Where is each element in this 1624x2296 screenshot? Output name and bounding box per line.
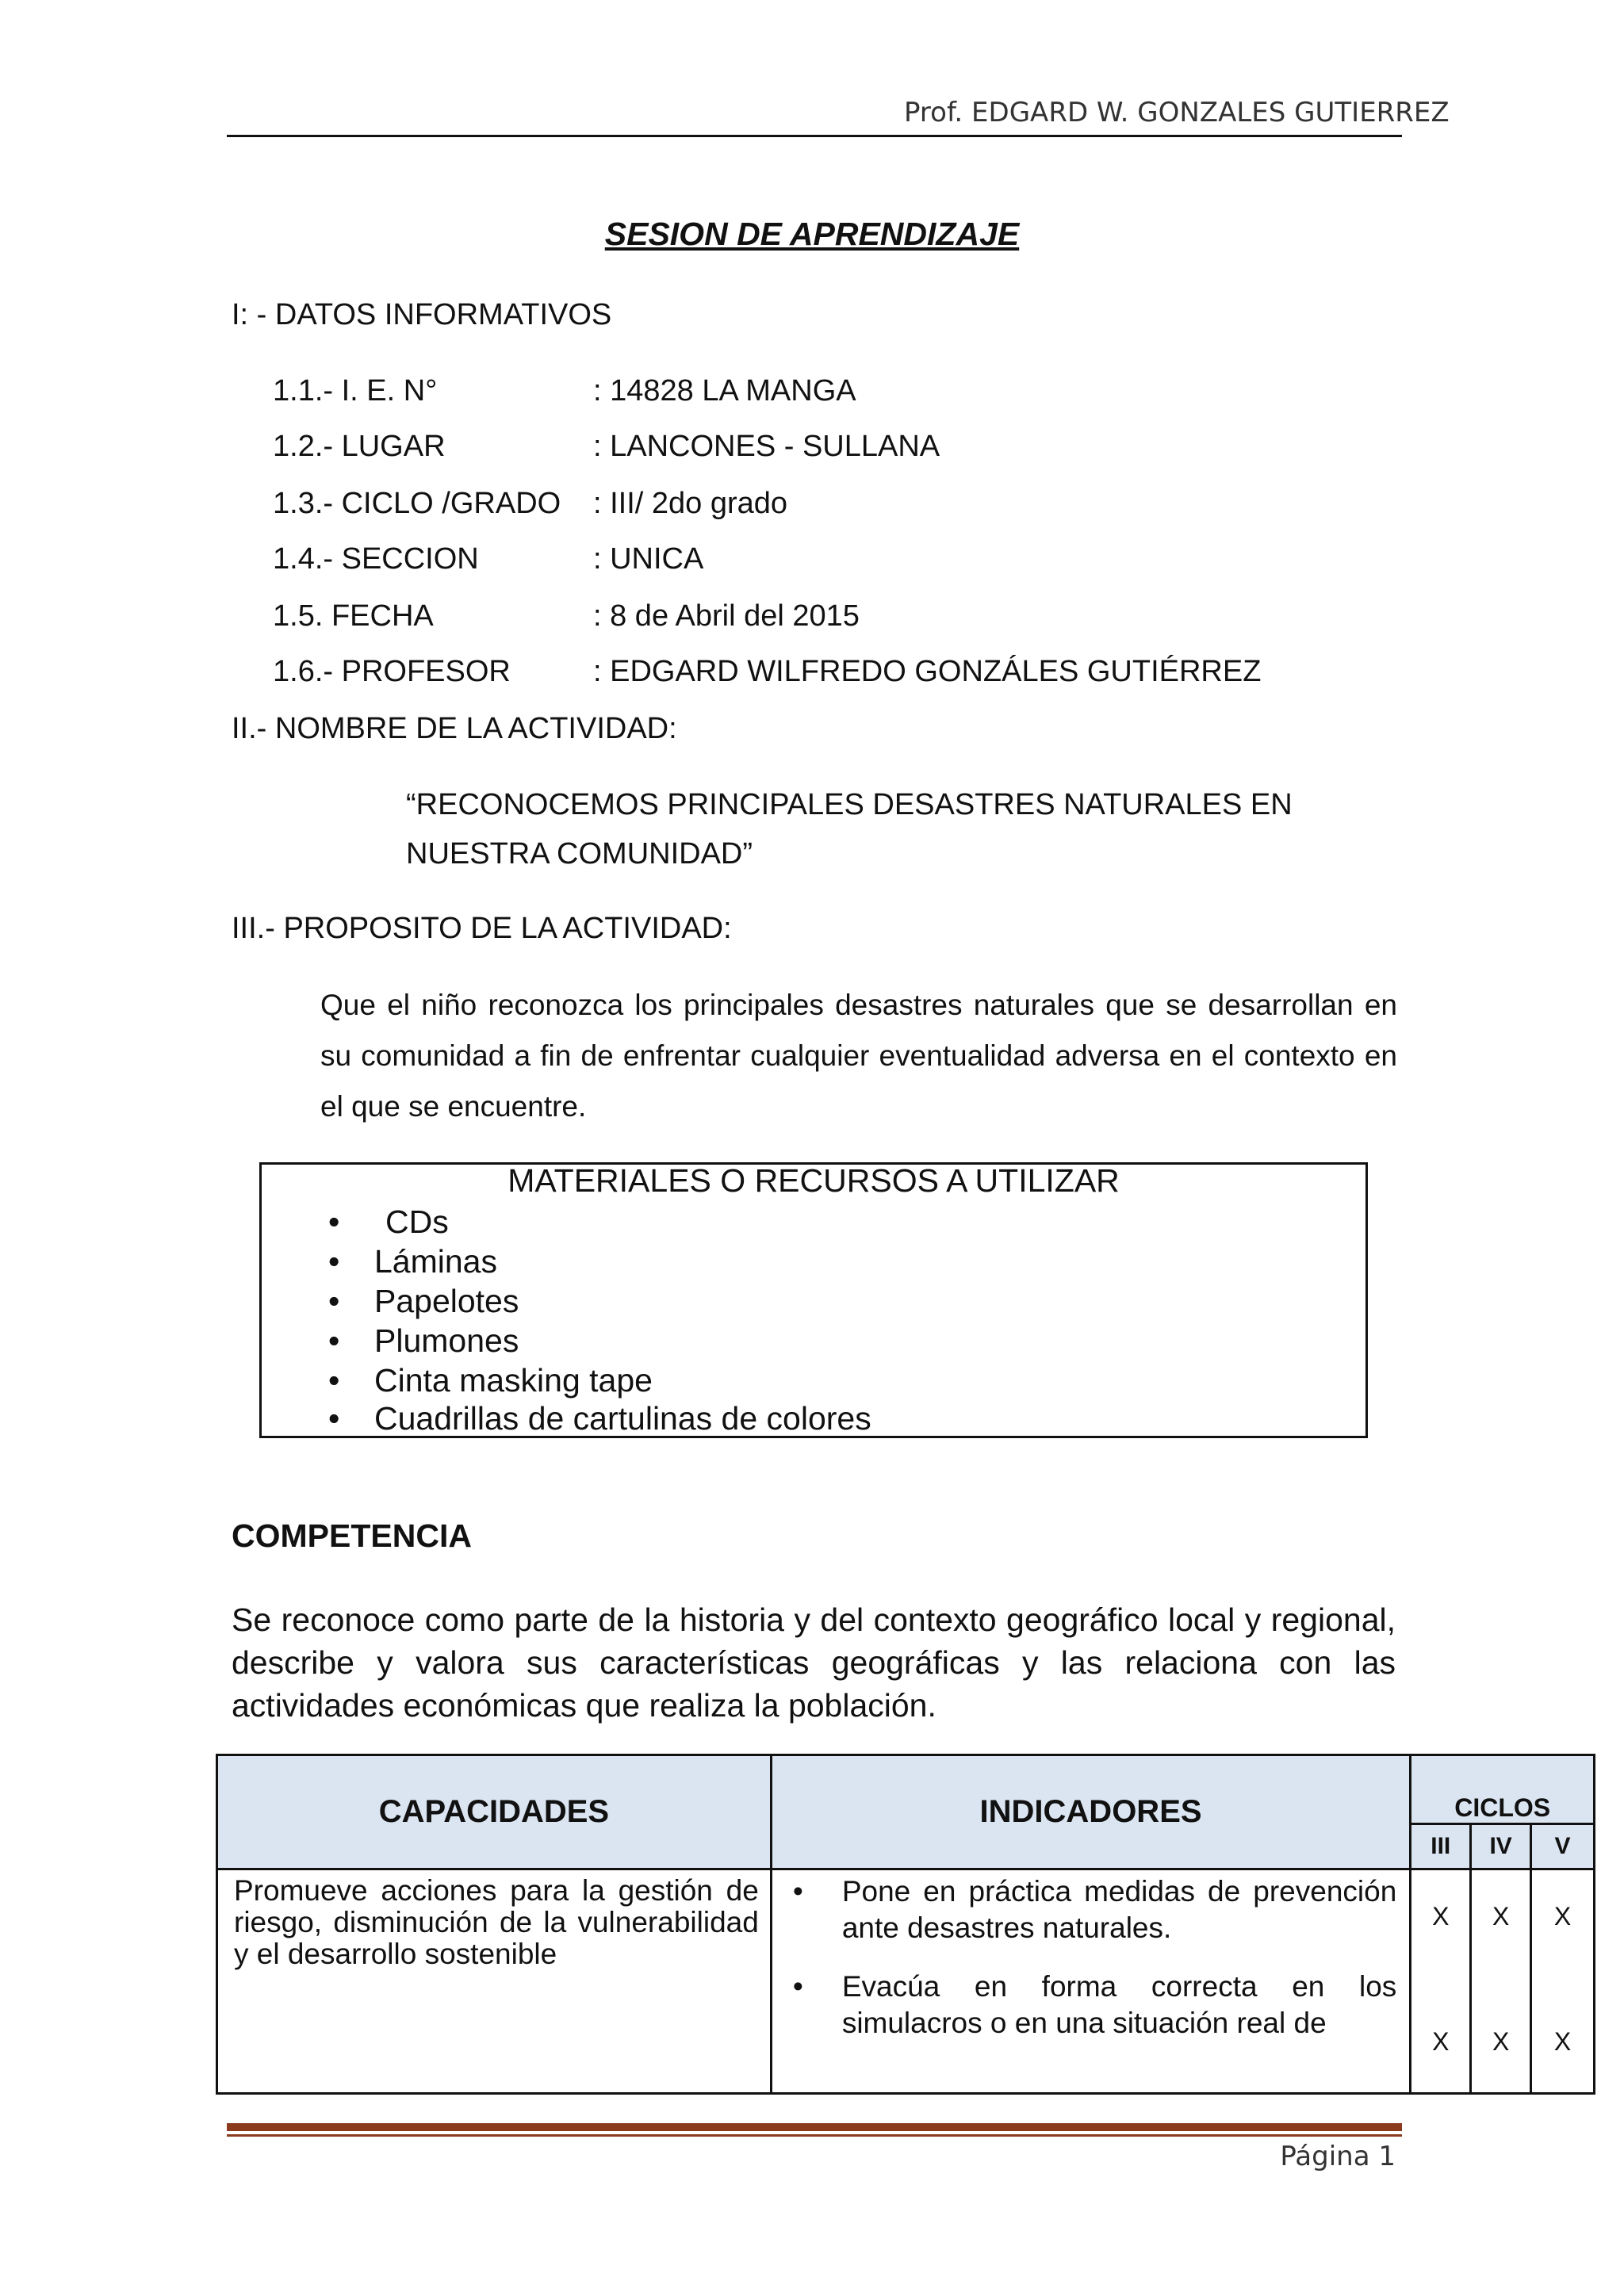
material-item: • Cinta masking tape xyxy=(328,1362,653,1399)
page-number: Página 1 xyxy=(1280,2141,1396,2172)
material-item: • Papelotes xyxy=(328,1283,519,1319)
info-value-1: : 14828 LA MANGA xyxy=(593,374,856,408)
material-item: • Plumones xyxy=(328,1322,519,1359)
capacidades-header: CAPACIDADES xyxy=(217,1755,772,1869)
ciclo-col-iv: IV xyxy=(1471,1824,1531,1869)
section2-heading: II.- NOMBRE DE LA ACTIVIDAD: xyxy=(232,712,677,745)
mark-iv-1: X xyxy=(1492,1902,1510,1931)
section1-heading: I: - DATOS INFORMATIVOS xyxy=(232,298,612,331)
section3-heading: III.- PROPOSITO DE LA ACTIVIDAD: xyxy=(232,912,732,945)
info-label-6: 1.6.- PROFESOR xyxy=(273,655,511,688)
footer-rule-thick xyxy=(227,2123,1402,2131)
title-text: SESION DE APRENDIZAJE xyxy=(604,216,1020,252)
info-value-3: : III/ 2do grado xyxy=(593,487,788,520)
info-label-2: 1.2.- LUGAR xyxy=(273,430,446,463)
header-author: Prof. EDGARD W. GONZALES GUTIERREZ xyxy=(904,97,1450,128)
bullet-icon: • xyxy=(328,1400,340,1437)
info-label-5: 1.5. FECHA xyxy=(273,599,434,633)
competencia-heading: COMPETENCIA xyxy=(232,1517,472,1554)
page-title xyxy=(0,216,1624,253)
purpose-text: Que el niño reconozca los principales desastres naturales que se desarrollan en su comunidad a fin de enfrentar cualquier eventualidad adversa en el contexto en el que se encuentre. xyxy=(320,989,1397,1123)
bullet-icon: • xyxy=(328,1322,340,1359)
info-value-6: : EDGARD WILFREDO GONZÁLES GUTIÉRREZ xyxy=(593,655,1262,688)
materials-title: MATERIALES O RECURSOS A UTILIZAR xyxy=(508,1162,1120,1199)
info-label-4: 1.4.- SECCION xyxy=(273,542,479,576)
competencia-text: Se reconoce como parte de la historia y del contexto geográfico local y regional, describe y valora sus características geográficas y las relaciona con las actividades económicas que realiza la población. xyxy=(232,1601,1396,1724)
info-value-4: : UNICA xyxy=(593,542,704,576)
mark-iii-1: X xyxy=(1432,1902,1450,1931)
material-item: • CDs xyxy=(328,1203,449,1240)
bullet-icon: • xyxy=(792,1970,803,2003)
ciclo-v-cell xyxy=(1531,1869,1595,2094)
mark-iv-2: X xyxy=(1492,2027,1510,2056)
bullet-icon: • xyxy=(328,1283,340,1319)
capacidad-cell: Promueve acciones para la gestión de riesgo, disminución de la vulnerabilidad y el desarrollo sostenible xyxy=(217,1869,772,2094)
capacities-table xyxy=(216,1754,1595,2095)
info-label-1: 1.1.- I. E. N° xyxy=(273,374,438,408)
info-value-5: : 8 de Abril del 2015 xyxy=(593,599,860,633)
material-item: • Cuadrillas de cartulinas de colores xyxy=(328,1400,871,1437)
info-value-2: : LANCONES - SULLANA xyxy=(593,430,940,463)
info-label-3: 1.3.- CICLO /GRADO xyxy=(273,487,561,520)
ciclo-col-v: V xyxy=(1531,1824,1595,1869)
bullet-icon: • xyxy=(328,1362,340,1399)
activity-name-line2: NUESTRA COMUNIDAD” xyxy=(406,837,753,871)
header-rule xyxy=(227,135,1402,137)
ciclos-header: CICLOS xyxy=(1411,1755,1595,1824)
mark-iii-2: X xyxy=(1432,2027,1450,2056)
indicator-item: • Pone en práctica medidas de prevención ante desastres naturales. xyxy=(793,1873,1396,1946)
bullet-icon: • xyxy=(328,1243,340,1280)
bullet-icon: • xyxy=(328,1203,340,1240)
material-item: • Láminas xyxy=(328,1243,497,1280)
indicadores-header: INDICADORES xyxy=(771,1755,1410,1869)
bullet-icon: • xyxy=(792,1875,803,1908)
ciclo-iii-cell xyxy=(1411,1869,1471,2094)
mark-v-1: X xyxy=(1553,1902,1572,1931)
footer-rule-thin xyxy=(227,2134,1402,2137)
ciclo-iv-cell xyxy=(1471,1869,1531,2094)
indicator-item: • Evacúa en forma correcta en los simulacros o en una situación real de xyxy=(793,1969,1396,2042)
ciclo-col-iii: III xyxy=(1411,1824,1471,1869)
indicadores-cell xyxy=(771,1869,1410,2094)
activity-name-line1: “RECONOCEMOS PRINCIPALES DESASTRES NATURALES EN xyxy=(406,788,1293,821)
mark-v-2: X xyxy=(1553,2027,1572,2056)
